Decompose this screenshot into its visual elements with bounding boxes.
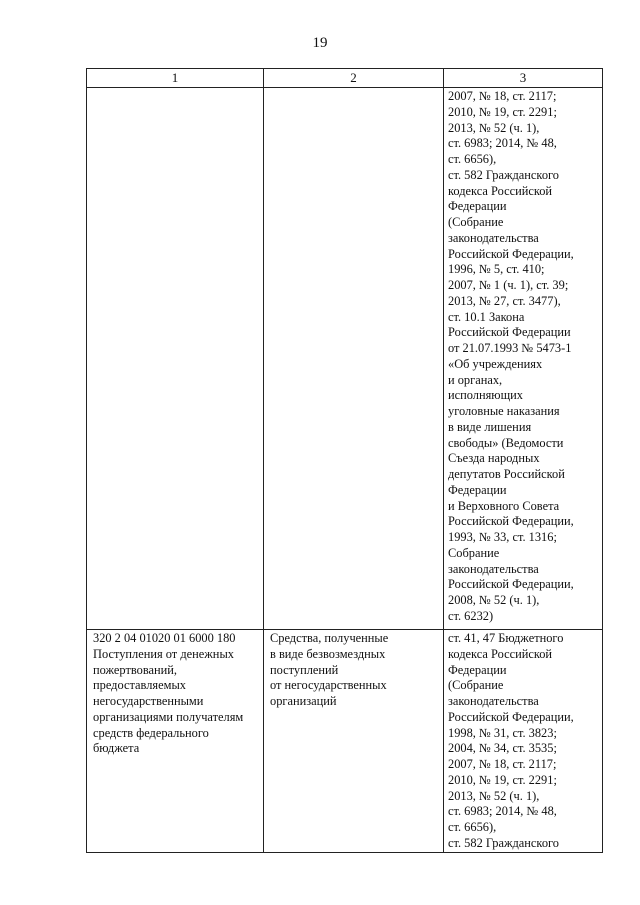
text-line: кодекса Российской: [448, 646, 553, 661]
text-line: (Собрание: [448, 678, 504, 693]
table-row: [87, 88, 603, 630]
text-line: в виде лишения: [448, 419, 532, 434]
text-line: Российской Федерации: [448, 325, 571, 340]
cell-revenue-type: [264, 88, 444, 630]
column-header-1: 1: [87, 69, 264, 88]
text-line: ст. 6656),: [448, 152, 497, 166]
text-line: предоставляемых: [93, 678, 186, 693]
text-line: ст. 6983; 2014, № 48,: [448, 804, 557, 819]
text-line: средств федерального: [93, 725, 209, 740]
text-line: и Верховного Совета: [448, 498, 560, 513]
text-line: поступлений: [270, 662, 339, 677]
text-line: 320 2 04 01020 01 6000 180: [93, 631, 236, 645]
text-line: и органах,: [448, 372, 503, 387]
text-line: уголовные наказания: [448, 404, 560, 418]
text-line: исполняющих: [448, 388, 523, 403]
text-line: Федерации: [448, 199, 507, 214]
text-line: 1993, № 33, ст. 1316;: [448, 530, 557, 544]
text-line: ст. 41, 47 Бюджетного: [448, 631, 564, 645]
text-line: 1998, № 31, ст. 3823;: [448, 725, 557, 740]
text-line: ст. 6232): [448, 608, 494, 623]
text-line: Российской Федерации,: [448, 577, 574, 592]
text-line: Собрание: [448, 545, 500, 560]
text-line: ст. 582 Гражданского: [448, 835, 559, 850]
text-line: 2008, № 52 (ч. 1),: [448, 593, 540, 607]
column-header-2: 2: [264, 69, 444, 88]
document-table: [86, 68, 603, 853]
text-line: негосударственными: [93, 694, 204, 708]
cell-code-description: [87, 630, 264, 853]
text-line: ст. 10.1 Закона: [448, 309, 525, 324]
text-line: 2004, № 34, ст. 3535;: [448, 741, 557, 756]
text-line: ст. 6656),: [448, 820, 497, 834]
page-number: 19: [312, 35, 328, 51]
text-line: законодательства: [448, 694, 539, 708]
text-line: организациями получателям: [93, 709, 244, 724]
cell-revenue-type: [264, 630, 444, 853]
text-line: от негосударственных: [270, 678, 387, 693]
cell-legal-basis: [444, 88, 603, 630]
text-line: «Об учреждениях: [448, 356, 543, 371]
text-line: 2007, № 18, ст. 2117;: [448, 757, 557, 771]
text-line: 2013, № 27, ст. 3477),: [448, 293, 561, 308]
text-line: Российской Федерации,: [448, 709, 574, 724]
text-line: ст. 582 Гражданского: [448, 167, 559, 182]
text-line: (Собрание: [448, 215, 504, 229]
text-line: кодекса Российской: [448, 183, 553, 198]
text-line: пожертвований,: [93, 662, 177, 677]
text-line: депутатов Российской: [448, 467, 565, 481]
text-line: свободы» (Ведомости: [448, 435, 564, 450]
text-line: Федерации: [448, 662, 507, 677]
cell-code-description: [87, 88, 264, 630]
text-line: Федерации: [448, 482, 507, 497]
text-line: 2010, № 19, ст. 2291;: [448, 772, 557, 787]
text-line: Средства, полученные: [270, 631, 389, 645]
text-line: Российской Федерации,: [448, 246, 574, 261]
text-line: бюджета: [93, 741, 140, 756]
column-header-3: 3: [444, 69, 603, 88]
text-line: 2013, № 52 (ч. 1),: [448, 788, 540, 803]
text-line: ст. 6983; 2014, № 48,: [448, 136, 557, 151]
text-line: законодательства: [448, 561, 539, 576]
text-line: от 21.07.1993 № 5473-1: [448, 341, 572, 355]
text-line: Российской Федерации,: [448, 514, 574, 529]
text-line: 2013, № 52 (ч. 1),: [448, 120, 540, 135]
text-line: 1996, № 5, ст. 410;: [448, 262, 545, 277]
text-line: организаций: [270, 694, 337, 708]
text-line: 2010, № 19, ст. 2291;: [448, 104, 557, 119]
text-line: 2007, № 18, ст. 2117;: [448, 89, 557, 103]
text-line: 2007, № 1 (ч. 1), ст. 39;: [448, 278, 569, 292]
text-line: Поступления от денежных: [93, 646, 234, 661]
cell-legal-basis: [444, 630, 603, 853]
table-header-row: [87, 69, 603, 88]
table-row: [87, 630, 603, 853]
text-line: законодательства: [448, 230, 539, 245]
text-line: Съезда народных: [448, 451, 540, 466]
text-line: в виде безвозмездных: [270, 646, 386, 661]
